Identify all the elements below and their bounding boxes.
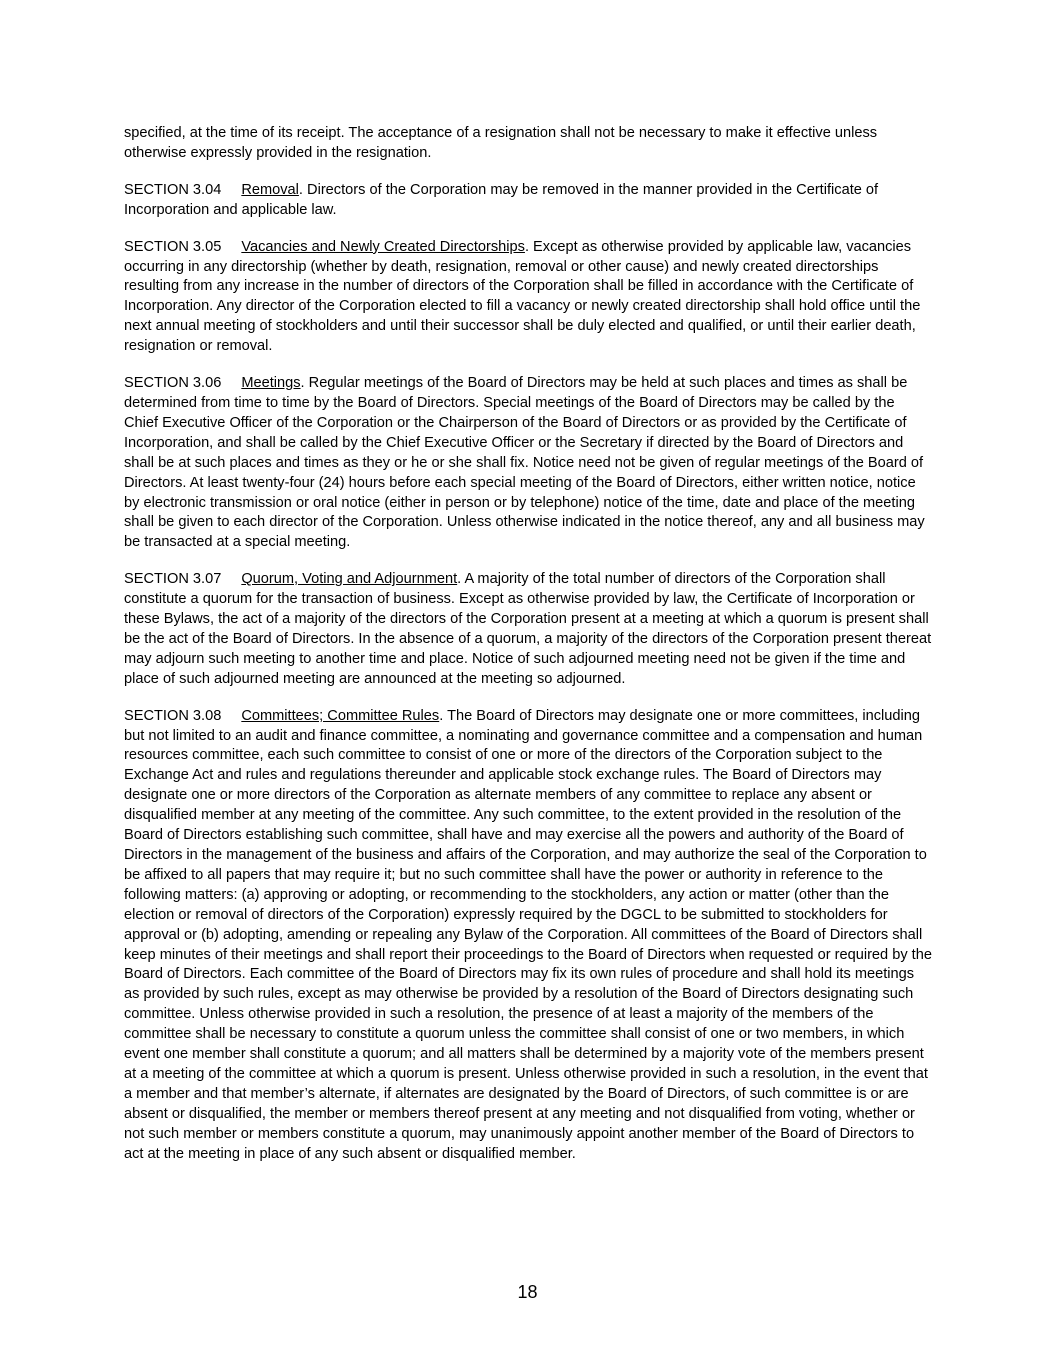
section-title: Committees; Committee Rules [241, 707, 440, 724]
section-3-06 [124, 374, 932, 553]
section-body: . Except as otherwise provided by applicable law, vacancies occurring in any directorship (whether by death, resignation, removal or other cause) and newly created directorships resulting from any increase in the number of directors of the Corporation shall be filled in accordance with the Certificate of Incorporation. Any director of the Corporation elected to fill a vacancy or newly created directorship shall hold office until the next annual meeting of stockholders and until their successor shall be duly elected and qualified, or until their earlier death, resignation or removal. [124, 238, 921, 355]
section-body: . Regular meetings of the Board of Directors may be held at such places and times as shall be determined from time to time by the Board of Directors. Special meetings of the Board of Directors may be called by the Chief Executive Officer of the Corporation or the Chairperson of the Board of Directors or as provided by the Certificate of Incorporation, and shall be called by the Chief Executive Officer or the Secretary if directed by the Board of Directors and shall be at such places and times as they or he or she shall fix. Notice need not be given of regular meetings of the Board of Directors. At least twenty-four (24) hours before each special meeting of the Board of Directors, either written notice, notice by electronic transmission or oral notice (either in person or by telephone) notice of the time, date and place of the meeting shall be given to each director of the Corporation. Unless otherwise indicated in the notice thereof, any and all business may be transacted at a special meeting. [124, 375, 925, 551]
section-number: SECTION 3.04 [124, 181, 222, 198]
page-number: 18 [517, 1282, 538, 1302]
section-3-05 [124, 238, 932, 357]
section-3-07 [124, 570, 932, 689]
section-3-08 [124, 707, 932, 1165]
section-body: . A majority of the total number of directors of the Corporation shall constitute a quorum for the transaction of business. Except as otherwise provided by law, the Certificate of Incorporation or these Bylaws, the act of a majority of the directors of the Corporation present at a meeting at which a quorum is present shall be the act of the Board of Directors. In the absence of a quorum, a majority of the directors of the Corporation present thereat may adjourn such meeting to another time and place. Notice of such adjourned meeting need not be given if the time and place of such adjourned meeting are announced at the meeting so adjourned. [124, 571, 932, 687]
section-number: SECTION 3.05 [124, 238, 222, 255]
section-title: Meetings [241, 375, 301, 392]
opening-paragraph: specified, at the time of its receipt. The acceptance of a resignation shall not be necessary to make it effective unless otherwise expressly provided in the resignation. [124, 125, 878, 161]
section-number: SECTION 3.06 [124, 375, 222, 392]
section-3-04 [124, 181, 932, 221]
section-body: . The Board of Directors may designate one or more committees, including but not limited to an audit and finance committee, a nominating and governance committee and a compensation and human resources committee, each such committee to consist of one or more of the directors of the Corporation subject to the Exchange Act and rules and regulations thereunder and applicable stock exchange rules. The Board of Directors may designate one or more directors of the Corporation as alternate members of any committee to replace any absent or disqualified member at any meeting of the committee. Any such committee, to the extent provided in the resolution of the Board of Directors establishing such committee, shall have and may exercise all the powers and authority of the Board of Directors in the management of the business and affairs of the Corporation, and may authorize the seal of the Corporation to be affixed to all papers that may require it; but no such committee shall have the power or authority in reference to the following matters: (a) approving or adopting, or recommending to the stockholders, any action or matter (other than the election or removal of directors of the Corporation) expressly required by the DGCL to be submitted to stockholders for approval or (b) adopting, amending or repealing any Bylaw of the Corporation. All committees of the Board of Directors shall keep minutes of their meetings and shall report their proceedings to the Board of Directors when requested or required by the Board of Directors. Each committee of the Board of Directors may fix its own rules of procedure and shall hold its meetings as provided by such rules, except as may otherwise be provided by a resolution of the Board of Directors designating such committee. Unless otherwise provided in such a resolution, the presence of at least a majority of the members of the committee shall be necessary to constitute a quorum unless the committee shall consist of one or two members, in which event one member shall constitute a quorum; and all matters shall be determined by a majority vote of the members present at a meeting of the committee at which a quorum is present. Unless otherwise provided in such a resolution, in the event that a member and that member’s alternate, if alternates are designated by the Board of Directors, of such committee is or are absent or disqualified, the member or members thereof present at any meeting and not disqualified from voting, whether or not such member or members constitute a quorum, may unanimously appoint another member of the Board of Directors to act at the meeting in place of any such absent or disqualified member. [124, 707, 932, 1162]
section-number: SECTION 3.08 [124, 707, 222, 724]
section-title: Vacancies and Newly Created Directorships [241, 238, 525, 255]
section-body: . Directors of the Corporation may be removed in the manner provided in the Certificate of Incorporation and applicable law. [124, 181, 879, 218]
section-title: Quorum, Voting and Adjournment [241, 571, 458, 588]
section-number: SECTION 3.07 [124, 571, 222, 588]
document-page [124, 124, 932, 1182]
section-title: Removal [241, 181, 299, 198]
